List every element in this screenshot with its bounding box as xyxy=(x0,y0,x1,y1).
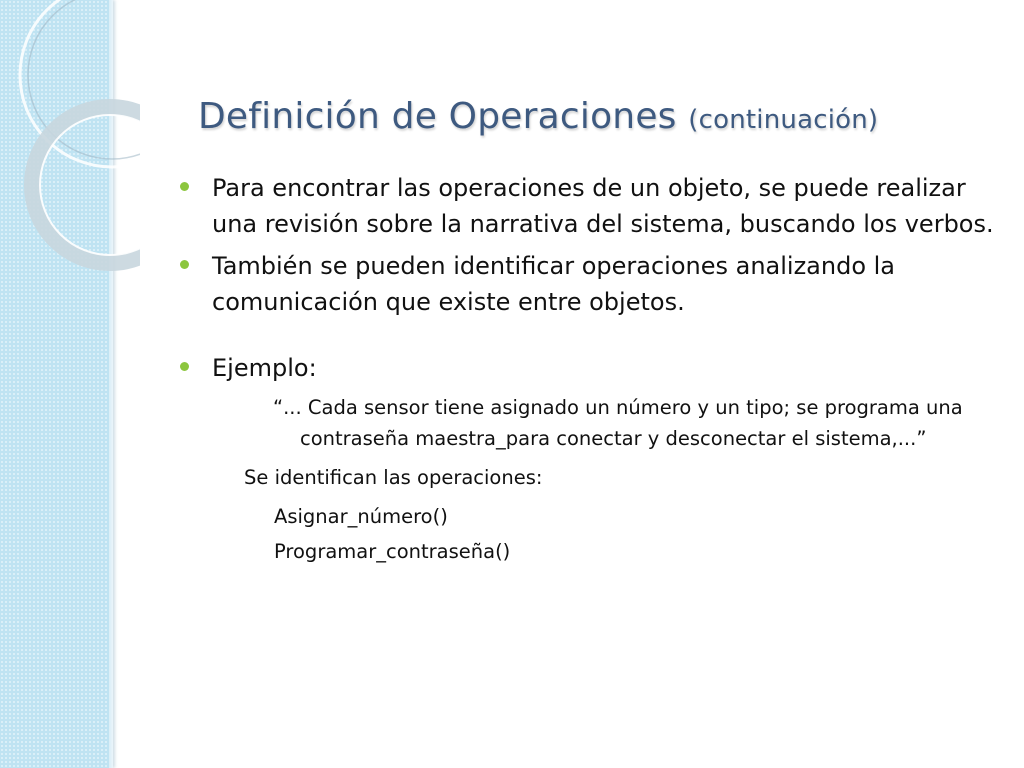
operation-item: Asignar_número() xyxy=(274,505,448,528)
slide-title xyxy=(198,96,878,137)
bullet-text: Ejemplo: xyxy=(212,354,317,382)
operations-intro: Se identifican las operaciones: xyxy=(244,466,543,489)
slide-content xyxy=(180,170,1000,571)
bullet-text: Para encontrar las operaciones de un objeto, se puede realizar una revisión sobre la narrativa del sistema, buscando los verbos. xyxy=(212,174,994,238)
operation-item: Programar_contraseña() xyxy=(274,540,511,563)
bullet-dot-icon xyxy=(180,260,189,269)
example-quote: “... Cada sensor tiene asignado un número y un tipo; se programa una contraseña maestra_para conectar y desconectar el sistema,...” xyxy=(273,396,963,450)
bullet-text: También se pueden identificar operaciones analizando la comunicación que existe entre objetos. xyxy=(212,252,896,316)
slide-subtitle: (continuación) xyxy=(688,105,879,135)
decorative-side-band xyxy=(0,0,113,768)
bullet-dot-icon xyxy=(180,182,189,191)
bullet-item xyxy=(180,248,1000,320)
slide-title-text: Definición de Operaciones xyxy=(198,96,677,137)
bullet-item-example xyxy=(180,350,1000,386)
bullet-dot-icon xyxy=(180,362,189,371)
bullet-item xyxy=(180,170,1000,242)
